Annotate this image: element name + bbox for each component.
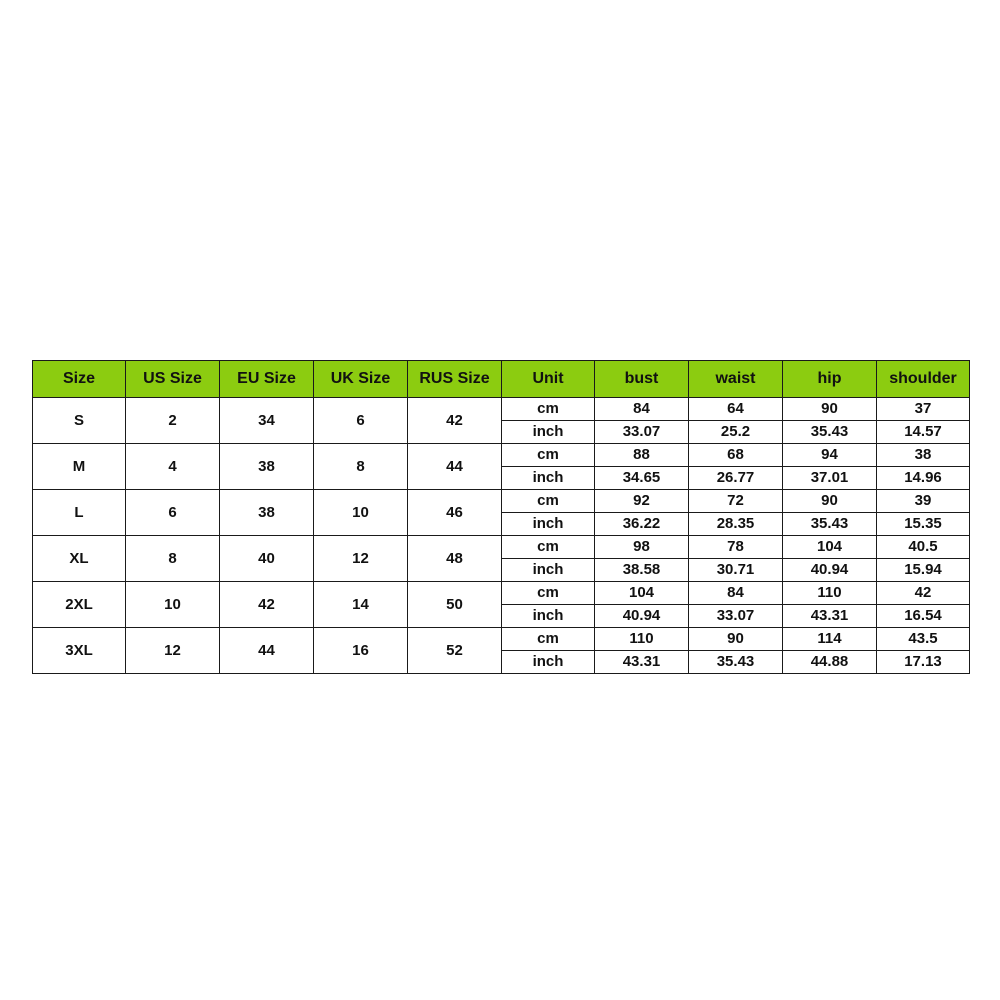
unit-cell: cm bbox=[502, 398, 595, 421]
shoulder-cell: 16.54 bbox=[877, 605, 970, 628]
waist-cell: 84 bbox=[689, 582, 783, 605]
table-row bbox=[33, 398, 970, 421]
eu-size-cell: 38 bbox=[220, 444, 314, 490]
us-size-cell: 8 bbox=[126, 536, 220, 582]
hip-cell: 90 bbox=[783, 398, 877, 421]
rus-size-cell: 52 bbox=[408, 628, 502, 674]
header-uk-size: UK Size bbox=[314, 361, 408, 398]
size-cell: S bbox=[33, 398, 126, 444]
table-row bbox=[33, 536, 970, 559]
uk-size-cell: 14 bbox=[314, 582, 408, 628]
shoulder-cell: 15.35 bbox=[877, 513, 970, 536]
size-cell: XL bbox=[33, 536, 126, 582]
hip-cell: 94 bbox=[783, 444, 877, 467]
eu-size-cell: 34 bbox=[220, 398, 314, 444]
rus-size-cell: 48 bbox=[408, 536, 502, 582]
waist-cell: 26.77 bbox=[689, 467, 783, 490]
shoulder-cell: 17.13 bbox=[877, 651, 970, 674]
hip-cell: 40.94 bbox=[783, 559, 877, 582]
unit-cell: inch bbox=[502, 651, 595, 674]
unit-cell: cm bbox=[502, 582, 595, 605]
eu-size-cell: 38 bbox=[220, 490, 314, 536]
bust-cell: 40.94 bbox=[595, 605, 689, 628]
hip-cell: 37.01 bbox=[783, 467, 877, 490]
rus-size-cell: 50 bbox=[408, 582, 502, 628]
rus-size-cell: 42 bbox=[408, 398, 502, 444]
shoulder-cell: 14.96 bbox=[877, 467, 970, 490]
waist-cell: 35.43 bbox=[689, 651, 783, 674]
bust-cell: 92 bbox=[595, 490, 689, 513]
header-size: Size bbox=[33, 361, 126, 398]
unit-cell: cm bbox=[502, 628, 595, 651]
hip-cell: 114 bbox=[783, 628, 877, 651]
header-rus-size: RUS Size bbox=[408, 361, 502, 398]
hip-cell: 43.31 bbox=[783, 605, 877, 628]
us-size-cell: 4 bbox=[126, 444, 220, 490]
table-row bbox=[33, 582, 970, 605]
us-size-cell: 10 bbox=[126, 582, 220, 628]
header-us-size: US Size bbox=[126, 361, 220, 398]
waist-cell: 68 bbox=[689, 444, 783, 467]
shoulder-cell: 37 bbox=[877, 398, 970, 421]
unit-cell: inch bbox=[502, 605, 595, 628]
bust-cell: 36.22 bbox=[595, 513, 689, 536]
shoulder-cell: 42 bbox=[877, 582, 970, 605]
waist-cell: 90 bbox=[689, 628, 783, 651]
header-eu-size: EU Size bbox=[220, 361, 314, 398]
bust-cell: 84 bbox=[595, 398, 689, 421]
uk-size-cell: 8 bbox=[314, 444, 408, 490]
bust-cell: 104 bbox=[595, 582, 689, 605]
eu-size-cell: 40 bbox=[220, 536, 314, 582]
unit-cell: inch bbox=[502, 421, 595, 444]
unit-cell: inch bbox=[502, 467, 595, 490]
shoulder-cell: 40.5 bbox=[877, 536, 970, 559]
uk-size-cell: 10 bbox=[314, 490, 408, 536]
bust-cell: 33.07 bbox=[595, 421, 689, 444]
size-cell: M bbox=[33, 444, 126, 490]
bust-cell: 43.31 bbox=[595, 651, 689, 674]
rus-size-cell: 46 bbox=[408, 490, 502, 536]
unit-cell: cm bbox=[502, 536, 595, 559]
waist-cell: 33.07 bbox=[689, 605, 783, 628]
table-row bbox=[33, 490, 970, 513]
hip-cell: 104 bbox=[783, 536, 877, 559]
hip-cell: 35.43 bbox=[783, 421, 877, 444]
unit-cell: inch bbox=[502, 559, 595, 582]
waist-cell: 30.71 bbox=[689, 559, 783, 582]
table-row bbox=[33, 444, 970, 467]
rus-size-cell: 44 bbox=[408, 444, 502, 490]
bust-cell: 38.58 bbox=[595, 559, 689, 582]
waist-cell: 28.35 bbox=[689, 513, 783, 536]
unit-cell: inch bbox=[502, 513, 595, 536]
unit-cell: cm bbox=[502, 444, 595, 467]
header-hip: hip bbox=[783, 361, 877, 398]
us-size-cell: 12 bbox=[126, 628, 220, 674]
waist-cell: 25.2 bbox=[689, 421, 783, 444]
size-cell: 2XL bbox=[33, 582, 126, 628]
bust-cell: 110 bbox=[595, 628, 689, 651]
eu-size-cell: 42 bbox=[220, 582, 314, 628]
bust-cell: 98 bbox=[595, 536, 689, 559]
hip-cell: 110 bbox=[783, 582, 877, 605]
table-header bbox=[33, 361, 970, 398]
header-unit: Unit bbox=[502, 361, 595, 398]
us-size-cell: 2 bbox=[126, 398, 220, 444]
hip-cell: 90 bbox=[783, 490, 877, 513]
unit-cell: cm bbox=[502, 490, 595, 513]
header-bust: bust bbox=[595, 361, 689, 398]
hip-cell: 35.43 bbox=[783, 513, 877, 536]
uk-size-cell: 16 bbox=[314, 628, 408, 674]
size-chart-table bbox=[32, 360, 970, 674]
bust-cell: 34.65 bbox=[595, 467, 689, 490]
header-shoulder: shoulder bbox=[877, 361, 970, 398]
table-body bbox=[33, 398, 970, 674]
uk-size-cell: 12 bbox=[314, 536, 408, 582]
table-row bbox=[33, 628, 970, 651]
waist-cell: 64 bbox=[689, 398, 783, 421]
hip-cell: 44.88 bbox=[783, 651, 877, 674]
header-row bbox=[33, 361, 970, 398]
shoulder-cell: 14.57 bbox=[877, 421, 970, 444]
size-cell: 3XL bbox=[33, 628, 126, 674]
header-waist: waist bbox=[689, 361, 783, 398]
waist-cell: 72 bbox=[689, 490, 783, 513]
uk-size-cell: 6 bbox=[314, 398, 408, 444]
waist-cell: 78 bbox=[689, 536, 783, 559]
shoulder-cell: 43.5 bbox=[877, 628, 970, 651]
shoulder-cell: 39 bbox=[877, 490, 970, 513]
bust-cell: 88 bbox=[595, 444, 689, 467]
size-cell: L bbox=[33, 490, 126, 536]
shoulder-cell: 38 bbox=[877, 444, 970, 467]
eu-size-cell: 44 bbox=[220, 628, 314, 674]
us-size-cell: 6 bbox=[126, 490, 220, 536]
shoulder-cell: 15.94 bbox=[877, 559, 970, 582]
